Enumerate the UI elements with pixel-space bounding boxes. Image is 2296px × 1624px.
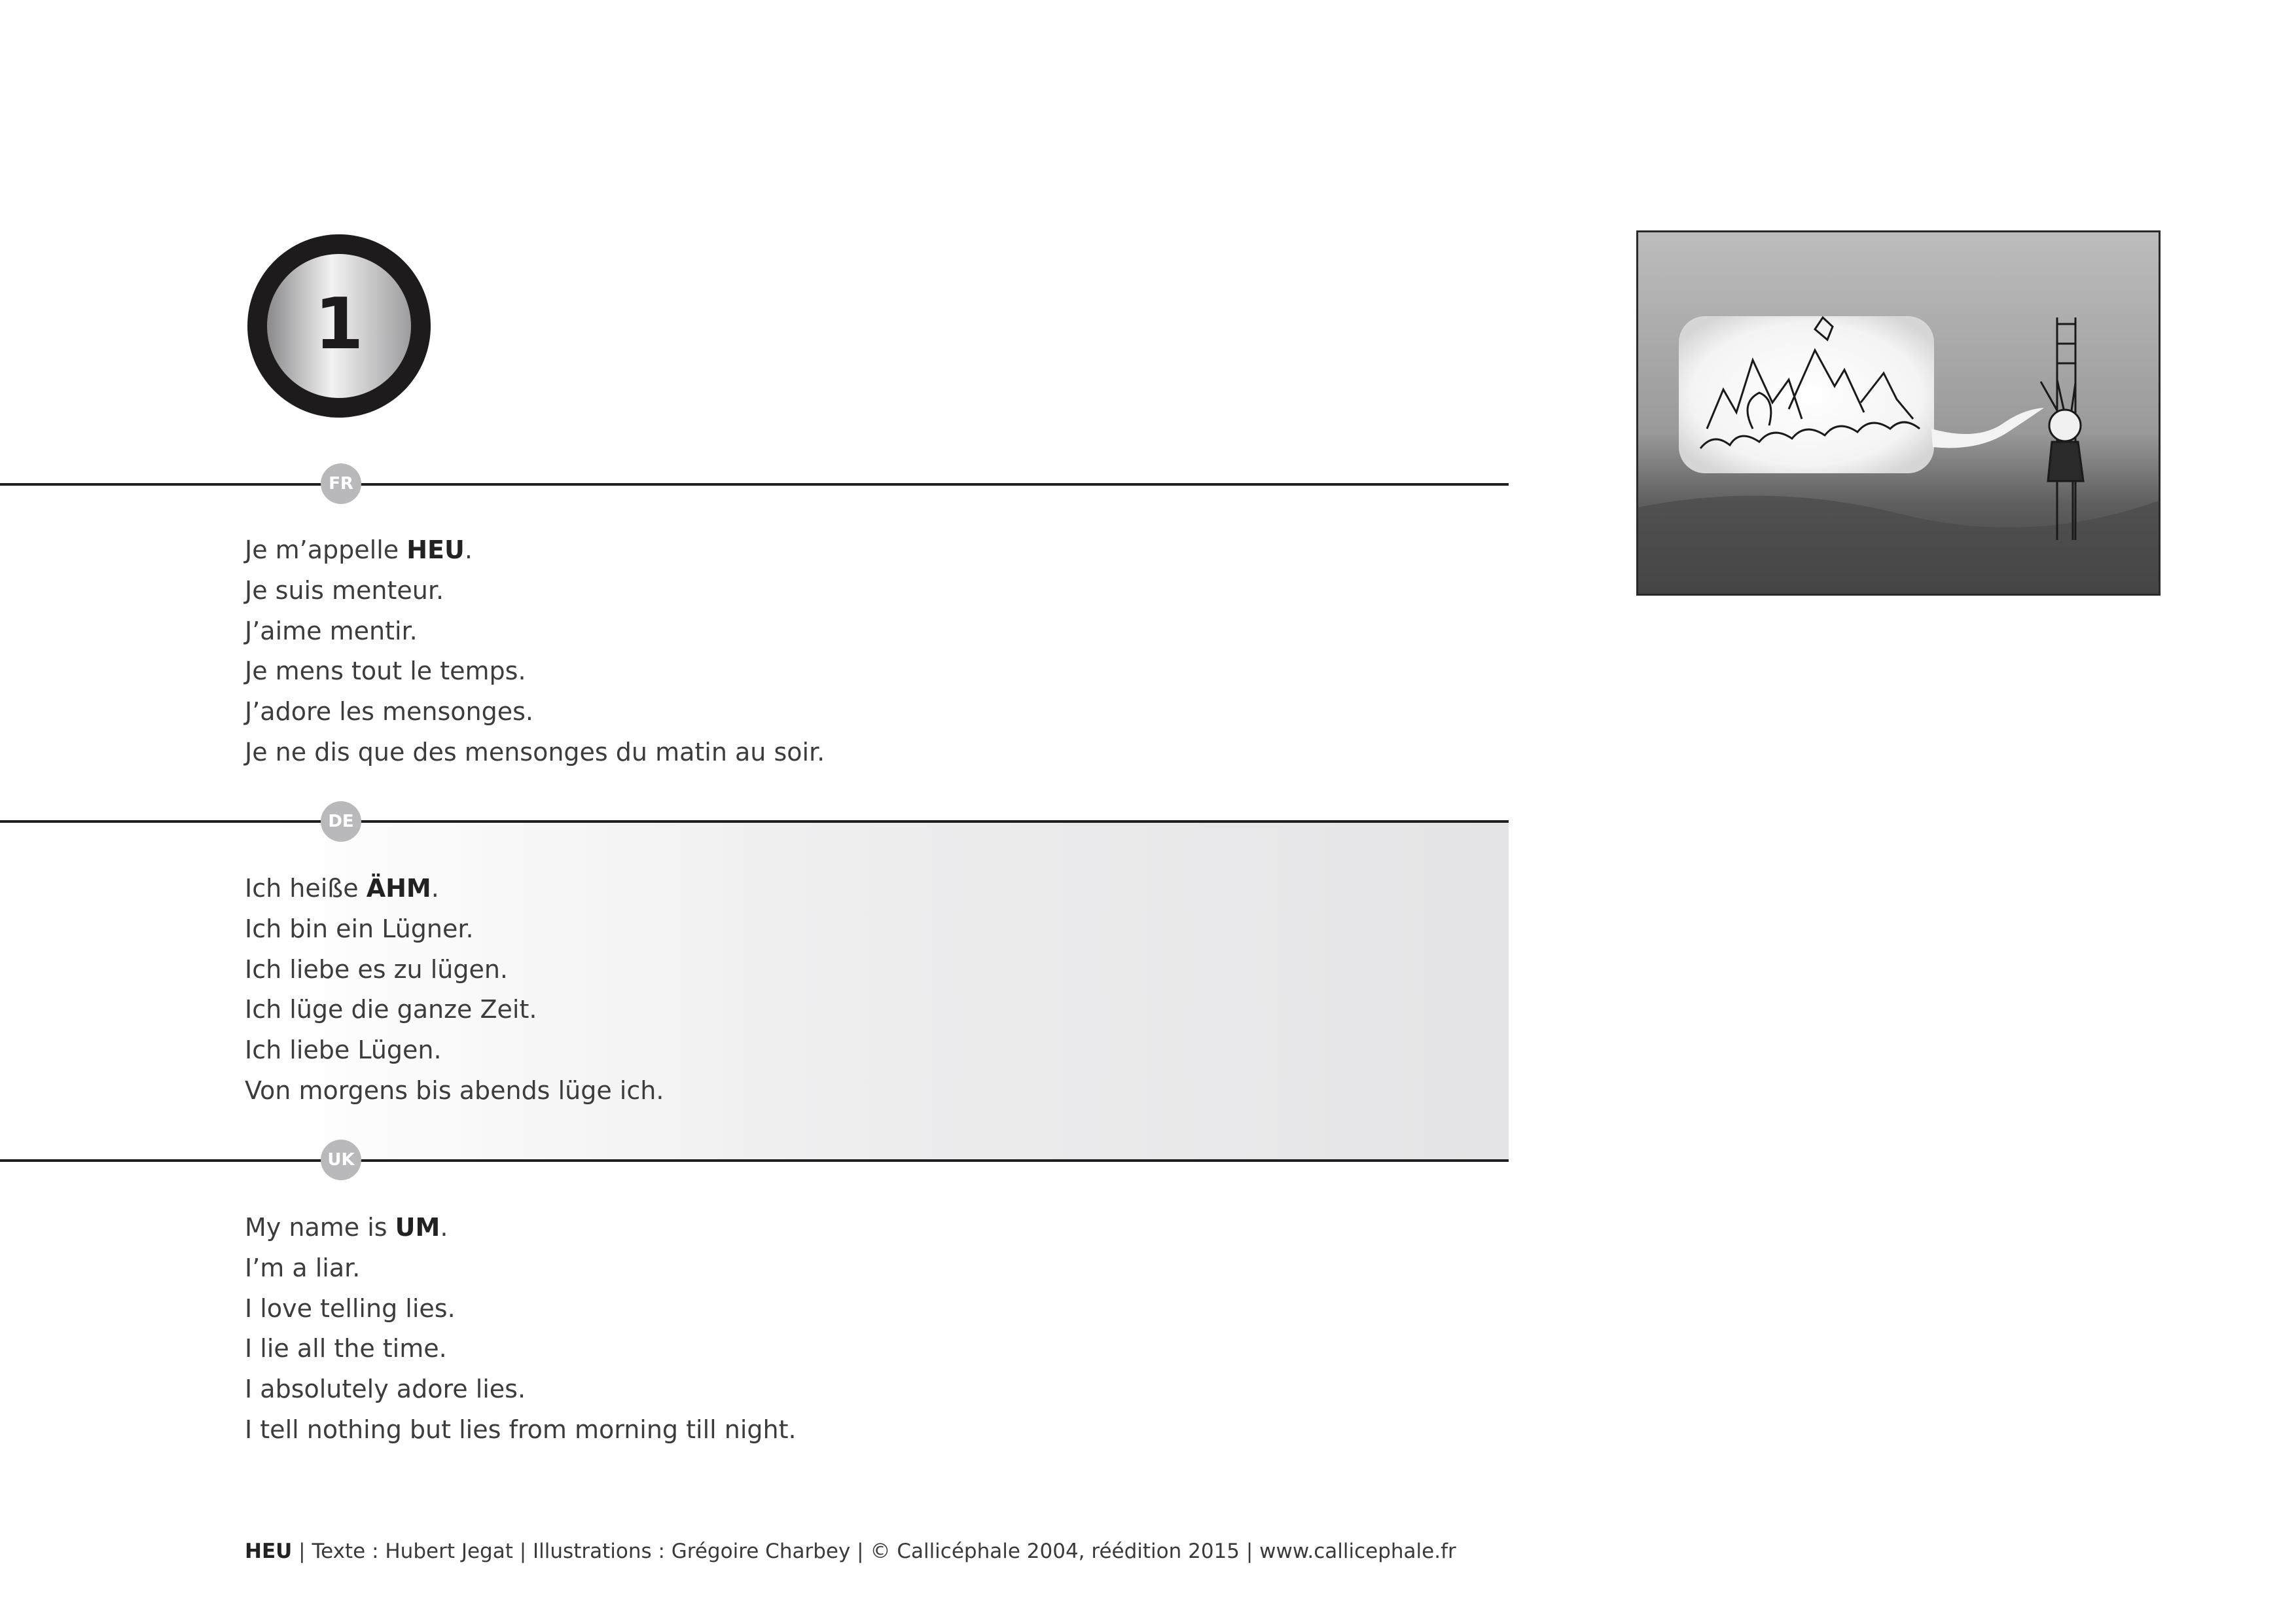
verse-line: Ich liebe es zu lügen.: [245, 954, 509, 984]
verse-line: I’m a liar.: [245, 1253, 361, 1282]
verse-line: Je m’appelle HEU.: [245, 535, 473, 564]
verse-line: My name is UM.: [245, 1213, 448, 1242]
fr-verse: [245, 530, 825, 773]
fr-section-rule: [0, 483, 1509, 486]
page-number-badge: [246, 233, 432, 419]
illustration-drawing: [1638, 232, 2159, 594]
verse-line: J’aime mentir.: [245, 616, 418, 645]
verse-line: I lie all the time.: [245, 1334, 447, 1363]
footer-credits: [245, 1540, 1456, 1563]
verse-line: I love telling lies.: [245, 1293, 456, 1323]
verse-line: J’adore les mensonges.: [245, 697, 533, 727]
uk-verse: [245, 1208, 797, 1451]
verse-line: Je ne dis que des mensonges du matin au soir.: [245, 737, 825, 767]
de-section-background: [0, 821, 1509, 1161]
language-marker-de: DE: [321, 801, 361, 842]
character-name: ÄHM: [366, 874, 431, 903]
verse-line: Ich lüge die ganze Zeit.: [245, 995, 537, 1024]
page-number: 1: [314, 283, 364, 365]
de-section-rule: [0, 820, 1509, 823]
verse-line: I tell nothing but lies from morning till night.: [245, 1415, 797, 1444]
language-marker-uk: UK: [321, 1140, 361, 1180]
language-marker-fr: FR: [321, 463, 361, 504]
character-name: UM: [395, 1213, 440, 1242]
verse-line: Ich bin ein Lügner.: [245, 914, 474, 943]
uk-section-rule: [0, 1159, 1509, 1162]
de-verse: [245, 869, 664, 1111]
character-name: HEU: [406, 535, 465, 564]
footer-text: | Texte : Hubert Jegat | Illustrations : Grégoire Charbey | © Callicéphale 2004, réédition 2015 | www.callicephale.fr: [292, 1540, 1456, 1563]
footer-title: HEU: [245, 1540, 293, 1563]
verse-line: Ich heiße ÄHM.: [245, 874, 439, 903]
verse-line: Je suis menteur.: [245, 575, 444, 605]
verse-line: Ich liebe Lügen.: [245, 1036, 442, 1065]
verse-line: I absolutely adore lies.: [245, 1375, 526, 1404]
verse-line: Je mens tout le temps.: [245, 657, 526, 686]
verse-line: Von morgens bis abends lüge ich.: [245, 1075, 664, 1105]
story-illustration: [1636, 230, 2161, 596]
